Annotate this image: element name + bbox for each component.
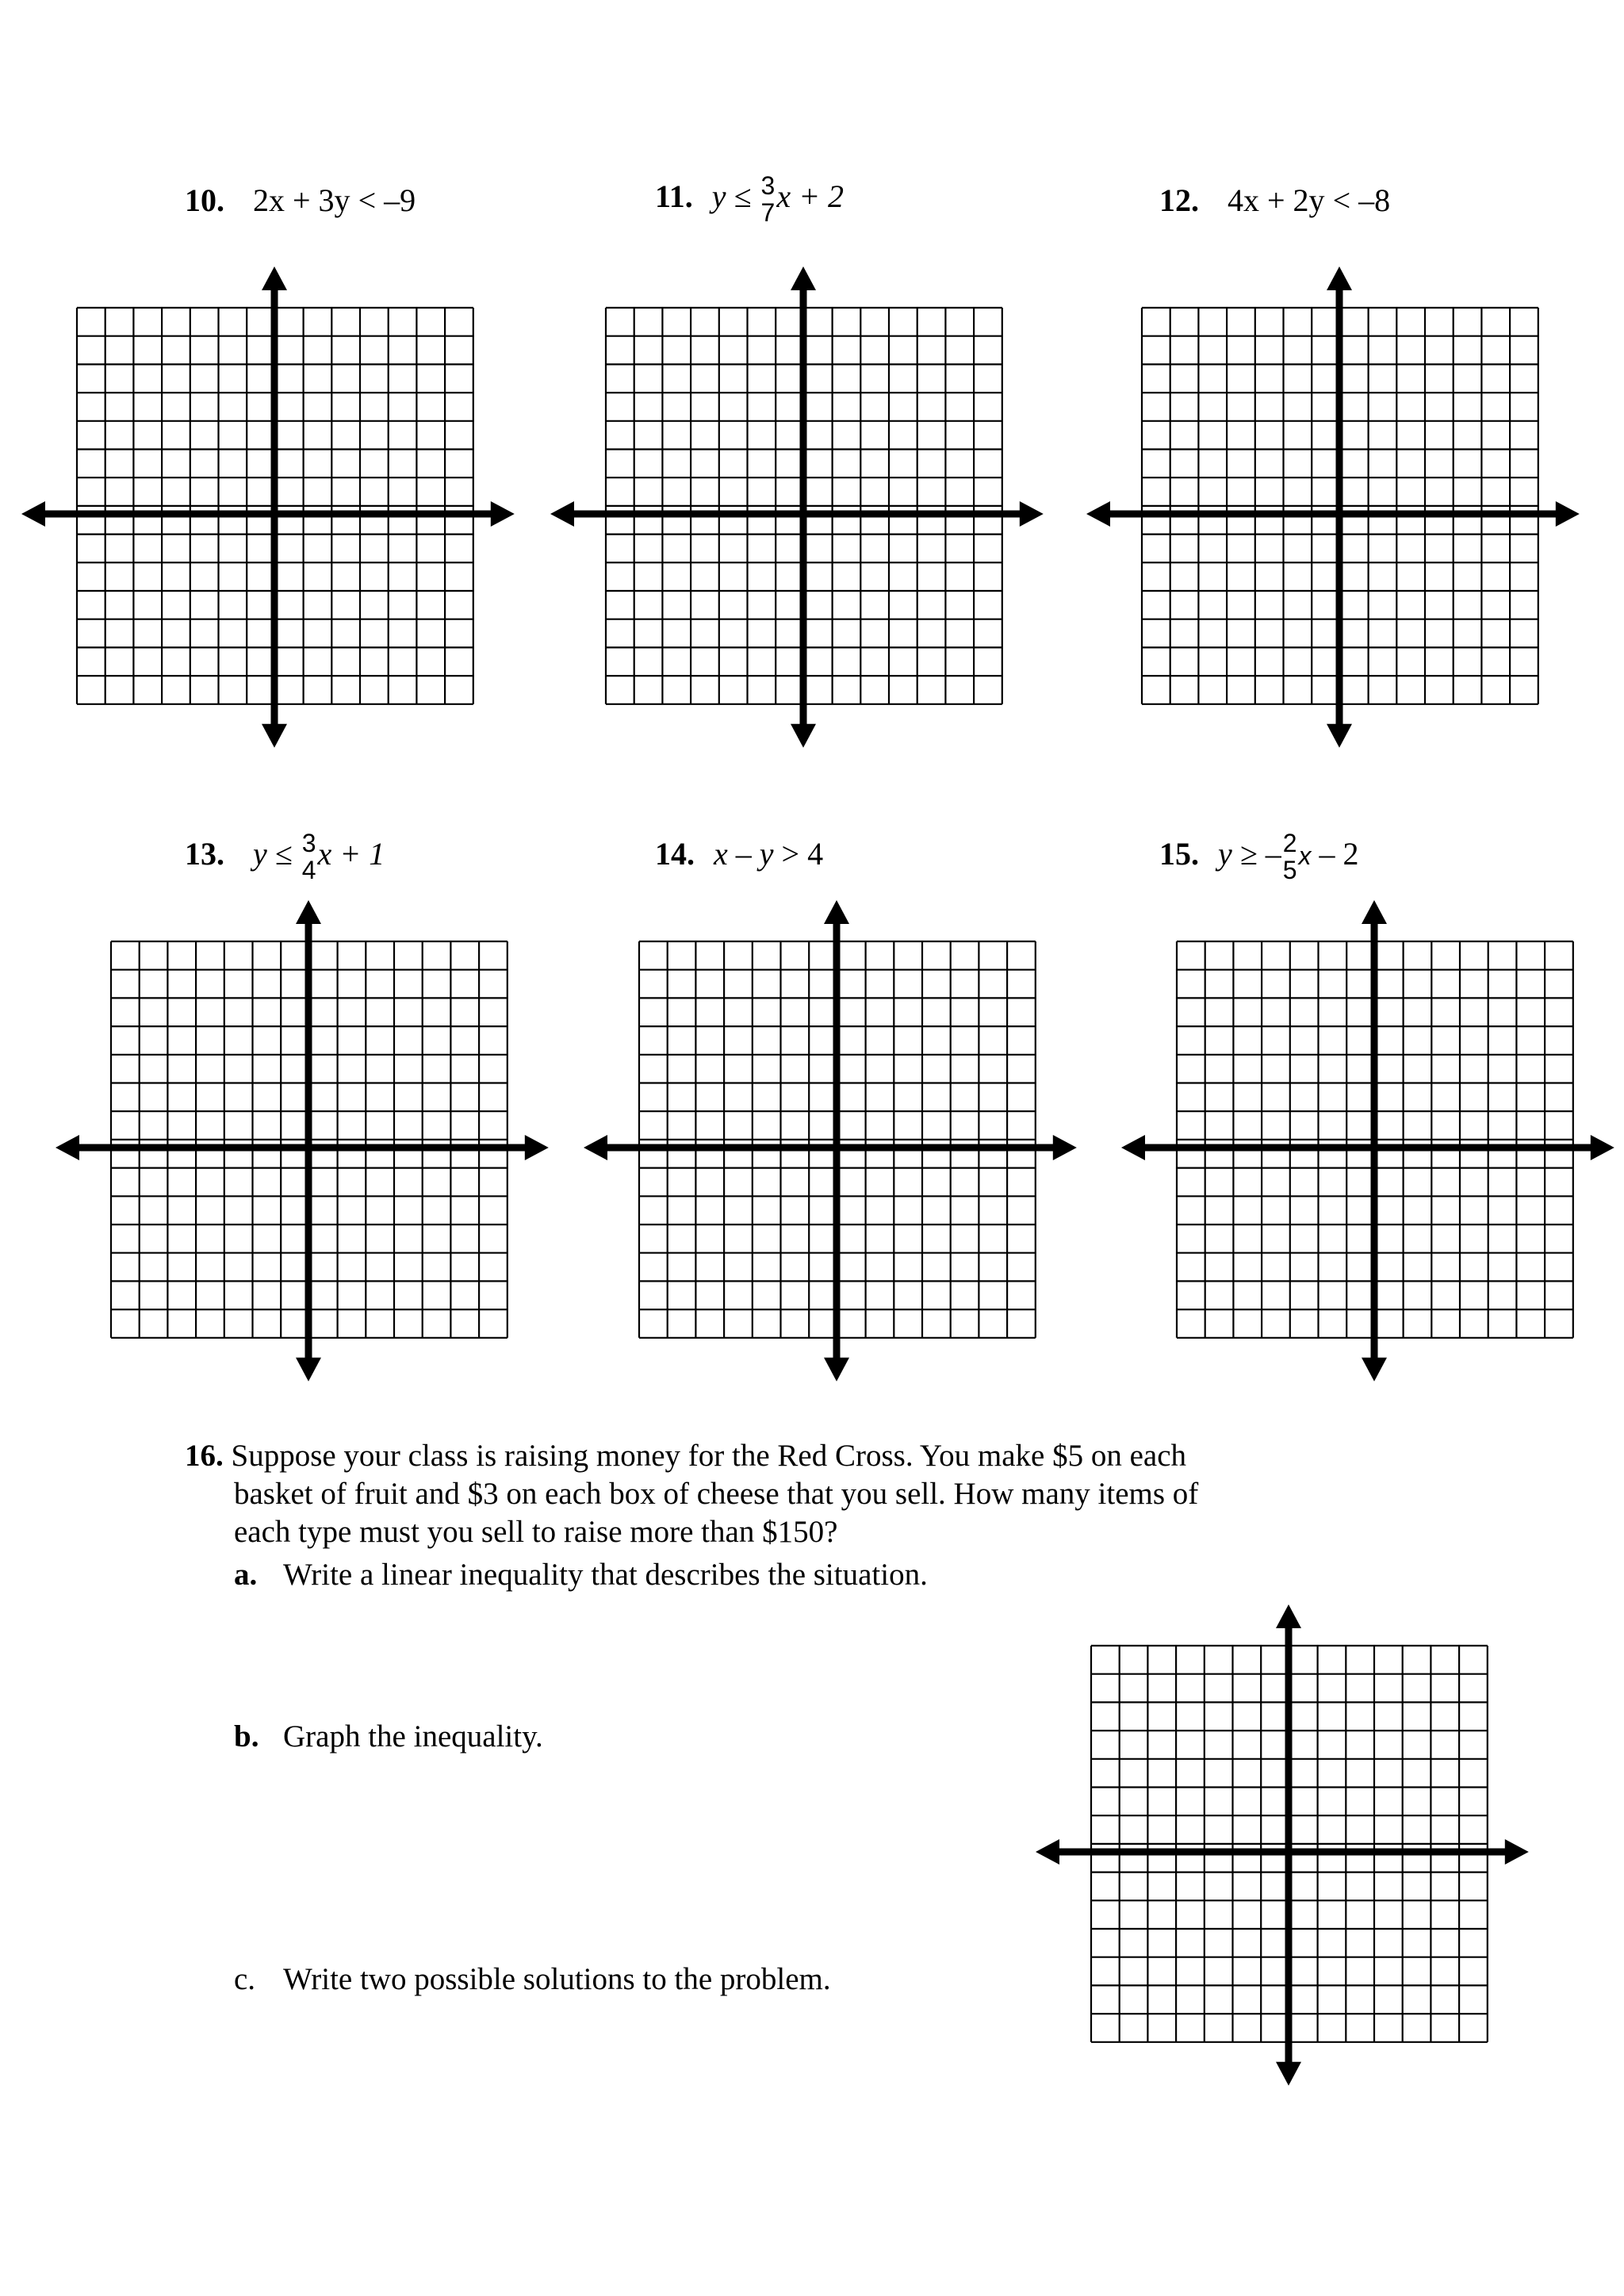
problem-13-label: 13. y ≤ 3 4 x + 1 bbox=[185, 829, 385, 884]
problem-11-label: 11. y ≤ 3 7 x + 2 bbox=[655, 171, 845, 227]
x-axis-left-arrow bbox=[1036, 1839, 1059, 1865]
part-b: b. Graph the inequality. bbox=[234, 1719, 543, 1754]
word-problem-16: 16. Suppose your class is raising money for the Red Cross. You make $5 on each basket of fruit and $3 on each box of cheese that you sell. How many items of each type must you sell to raise more than $150? bbox=[185, 1439, 1199, 1549]
problem-12-equation: 4x + 2y < –8 bbox=[1228, 182, 1391, 218]
fraction-2-5: 2 5 bbox=[1282, 829, 1297, 884]
problem-12-label: 12. 4x + 2y < –8 bbox=[1159, 182, 1391, 218]
problem-15-label: 15. y ≥ – 2 5 x – 2 bbox=[1159, 829, 1359, 884]
y-axis-down-arrow bbox=[1276, 2062, 1301, 2086]
problem-15-equation: y ≥ – 2 5 x – 2 bbox=[1218, 829, 1359, 884]
problem-13-equation: y ≤ 3 4 x + 1 bbox=[253, 829, 385, 884]
problem-14-equation: x – y > 4 bbox=[714, 836, 824, 872]
fraction-3-4: 3 4 bbox=[301, 829, 316, 884]
y-axis-up-arrow bbox=[1276, 1604, 1301, 1628]
fraction-3-7: 3 7 bbox=[760, 171, 776, 227]
x-axis-right-arrow bbox=[1505, 1839, 1529, 1865]
problem-11-equation: y ≤ 3 7 x + 2 bbox=[711, 171, 845, 227]
part-a: a. Write a linear inequality that describes the situation. bbox=[234, 1558, 928, 1592]
problem-14-label: 14. x – y > 4 bbox=[655, 836, 824, 872]
part-c: c. Write two possible solutions to the problem. bbox=[234, 1962, 831, 1996]
problem-10-label: 10. 2x + 3y < –9 bbox=[185, 182, 416, 218]
problem-10-equation: 2x + 3y < –9 bbox=[253, 182, 416, 218]
